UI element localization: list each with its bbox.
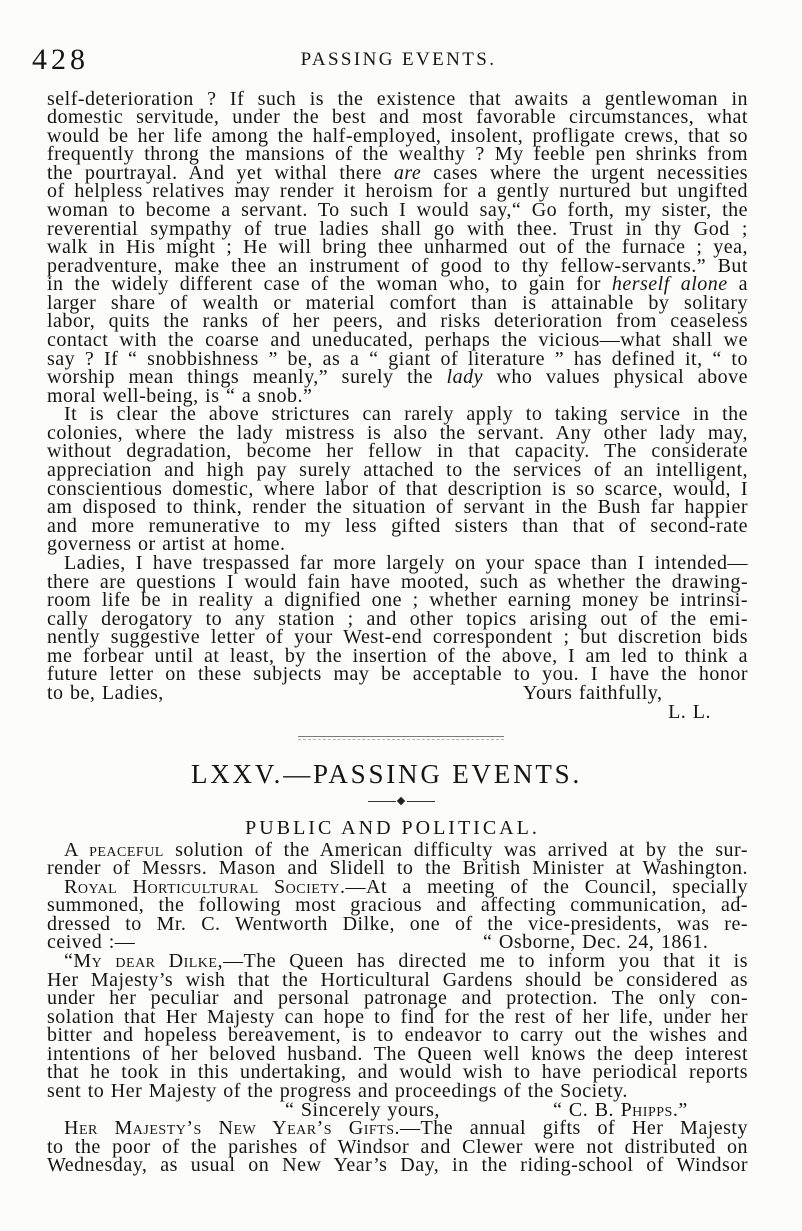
text-line: Wednesday, as usual on New Year’s Day, in the riding-school of Windsor: [47, 1154, 748, 1177]
text-line: summoned, the following most gracious and affecting communication, ad-: [47, 894, 748, 917]
text-line: reverential sympathy of true ladies shall go with thee. Trust in thy God ;: [47, 217, 748, 240]
text-line: larger share of wealth or material comfort than is attainable by solitary: [47, 291, 748, 314]
line-text: worship mean things meanly,” surely the: [47, 366, 447, 389]
italic-text: herself alone: [611, 273, 728, 296]
line-text: ,—The Queen has directed me to inform you that it is: [217, 949, 748, 972]
text-line: [47, 1119, 748, 1138]
text-line: woman to become a servant. To such I would say,“ Go forth, my sister, the: [47, 198, 748, 221]
section-title: LXXV.—PASSING EVENTS.: [190, 759, 583, 789]
text-line: cally derogatory to any station ; and other topics arising out of the emi-: [47, 607, 748, 630]
ornament-line: [368, 801, 396, 802]
text-line: colonies, where the lady mistress is also the servant. Any other lady may,: [47, 421, 748, 444]
ornament-line: [407, 801, 435, 802]
text-line: there are questions I would fain have mooted, such as whether the drawing-: [47, 570, 748, 593]
text-line: intentions of her beloved husband. The Queen well knows the deep interest: [47, 1042, 748, 1065]
line-text: cases where the urgent necessities: [421, 161, 748, 184]
text-line: peradventure, make thee an instrument of good to thy fellow-servants.” But: [47, 254, 748, 277]
text-line: solation that Her Majesty can hope to find for the rest of her life, under her: [47, 1005, 748, 1028]
text-line: to the poor of the parishes of Windsor and Clewer were not distributed on: [47, 1135, 748, 1158]
text-line: room life be in reality a dignified one ; whether earning money be intrinsi-: [47, 589, 748, 612]
text-line: would be her life among the half-employed, insolent, profligate crews, that so: [47, 124, 748, 147]
line-text: “: [64, 949, 74, 972]
text-line: [47, 949, 748, 972]
text-line: [47, 368, 748, 387]
text-line: and more remunerative to my less gifted sisters than that of second-rate: [47, 514, 748, 537]
line-text: in the widely different case of the woman who, to gain for: [47, 273, 612, 296]
line-text: the pourtrayal. And yet withal there: [47, 161, 394, 184]
line-text: “ Sincerely yours,: [285, 1098, 440, 1121]
text-line: that he took in this undertaking, and would wish to have periodical reports: [47, 1061, 748, 1084]
text-line: [47, 933, 748, 952]
section-divider: [298, 736, 504, 740]
page-number: 428: [32, 43, 89, 76]
text-line: self-deterioration ? If such is the existence that awaits a gentlewoman in: [47, 87, 748, 110]
text-line: frequently throng the mansions of the wealthy ? My feeble pen shrinks from: [47, 143, 748, 166]
small-caps-text: Phipps: [620, 1098, 673, 1121]
text-line: It is clear the above strictures can rarely apply to taking service in the: [64, 403, 748, 426]
text-line: of helpless relatives may render it heroism for a gently nurtured but ungifted: [47, 180, 748, 203]
italic-text: lady: [446, 366, 483, 389]
text-line: Her Majesty’s wish that the Horticultural Gardens should be considered as: [47, 968, 748, 991]
text-line: Ladies, I have trespassed far more largely on your space than I intended—: [64, 551, 748, 574]
closing-yours-faithfully: Yours faithfully,: [523, 682, 663, 704]
closing-line: [47, 684, 748, 703]
text-line: governess or artist at home.: [47, 533, 286, 556]
news-body: [47, 838, 748, 1177]
text-line: conscientious domestic, where labor of that description is so scarce, would, I: [47, 477, 748, 500]
diamond-ornament: [397, 797, 405, 805]
line-text: solution of the American difficulty was arrived at by the sur-: [163, 838, 748, 861]
text-line: am disposed to think, render the situation of servant in the Bush far happier: [47, 496, 748, 519]
line-text: “ C. B.: [553, 1098, 621, 1121]
line-text: —At a meeting of the Council, specially: [345, 875, 748, 898]
text-line: contact with the coarse and uneducated, perhaps the vicious—what shall we: [47, 329, 748, 352]
letter-body: [47, 87, 748, 723]
line-text: a: [727, 273, 748, 296]
text-line: without degradation, become her fellow in that capacity. The considerate: [47, 440, 748, 463]
small-caps-text: Her Majesty’s New Year’s Gifts.: [64, 1117, 400, 1140]
line-text: —The annual gifts of Her Majesty: [399, 1117, 748, 1140]
text-line: appreciation and high pay surely attached to the services of an intelligent,: [47, 459, 748, 482]
section-subtitle: PUBLIC AND POLITICAL.: [245, 817, 540, 839]
text-line: me forbear until at least, by the insertion of the above, I am led to think a: [47, 644, 748, 667]
letter-signature: [553, 1098, 688, 1121]
small-caps-text: Royal Horticultural Society.: [64, 875, 346, 898]
small-caps-text: A peaceful: [64, 838, 164, 861]
text-line: bitter and hopeless bereavement, is to endeavor to carry out the wishes and: [47, 1024, 748, 1047]
text-line: sent to Her Majesty of the progress and proceedings of the Society.: [47, 1080, 628, 1103]
text-line: moral well-being, is “ a snob.”: [47, 384, 313, 407]
text-line: [47, 1098, 748, 1121]
text-line: say ? If “ snobbishness ” be, as a “ giant of literature ” has defined it, “ to: [47, 347, 748, 370]
letter-dateline: “ Osborne, Dec. 24, 1861.: [483, 931, 709, 954]
line-text: ceived :—: [47, 931, 136, 954]
closing-salutation: to be, Ladies,: [47, 682, 164, 704]
text-line: walk in His might ; He will bring thee unharmed out of the furnace ; yea,: [47, 236, 748, 259]
italic-text: are: [393, 161, 422, 184]
text-line: domestic servitude, under the best and most favorable circumstances, what: [47, 106, 748, 129]
line-text: who values physical above: [482, 366, 748, 389]
text-line: dressed to Mr. C. Wentworth Dilke, one of the vice-presidents, was re-: [47, 912, 748, 935]
line-text: .”: [672, 1098, 688, 1121]
running-title: PASSING EVENTS.: [300, 49, 497, 70]
text-line: labor, quits the ranks of her peers, and risks deterioration from ceaseless: [47, 310, 748, 333]
text-line: nently suggestive letter of your West-end correspondent ; but discretion bids: [47, 626, 748, 649]
text-line: render of Messrs. Mason and Slidell to the British Minister at Washington.: [47, 857, 748, 880]
small-caps-text: My dear Dilke: [73, 949, 218, 972]
text-line: under her peculiar and personal patronage and protection. The only con-: [47, 987, 748, 1010]
ornament-rule: [368, 796, 435, 806]
signature: L. L.: [668, 700, 711, 723]
text-line: future letter on these subjects may be acceptable to you. I have the honor: [47, 663, 748, 686]
